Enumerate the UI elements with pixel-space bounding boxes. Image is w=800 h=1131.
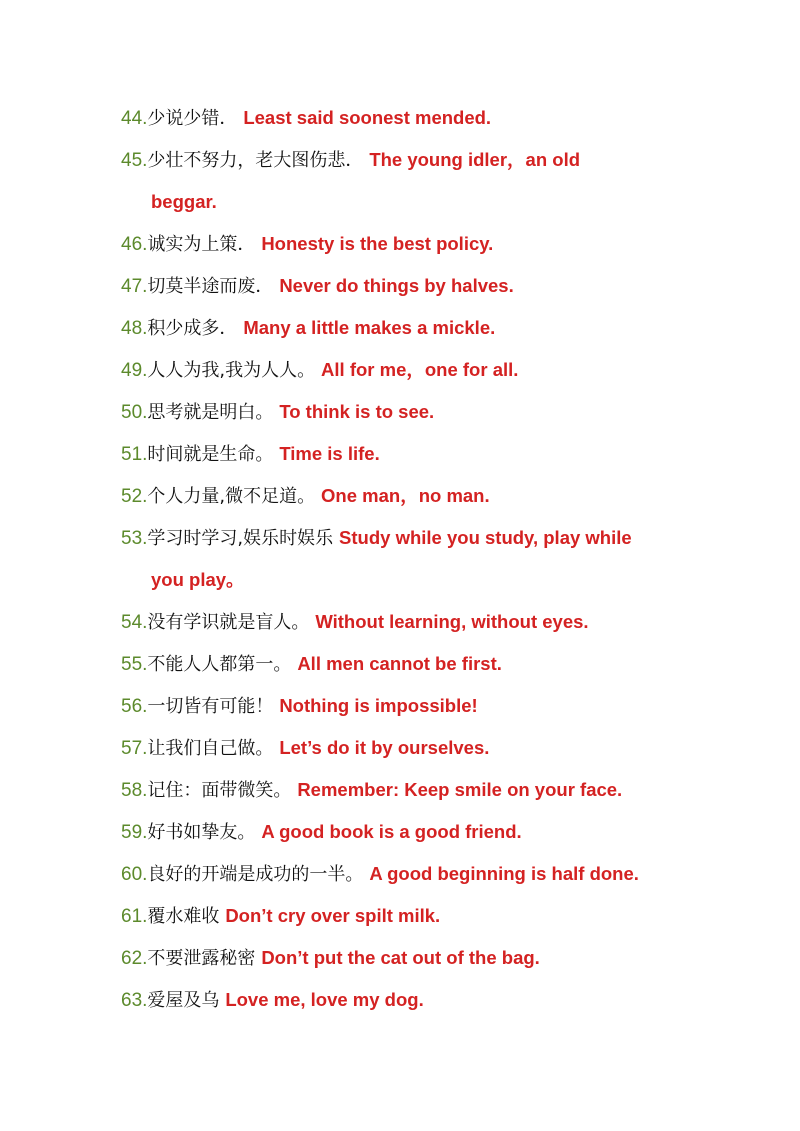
proverb-entry bbox=[121, 685, 791, 727]
entry-number: 45. bbox=[121, 150, 148, 171]
proverb-entry bbox=[121, 811, 791, 853]
proverb-entry bbox=[121, 433, 791, 475]
english-translation: Study while you study, play while bbox=[339, 527, 632, 548]
proverb-entry bbox=[121, 937, 791, 979]
entry-number: 59. bbox=[121, 822, 148, 843]
entry-number: 58. bbox=[121, 780, 148, 801]
proverb-entry bbox=[121, 349, 791, 391]
proverb-entry bbox=[121, 97, 791, 139]
chinese-proverb: 不要泄露秘密 bbox=[147, 948, 256, 969]
proverb-entry-continuation bbox=[121, 559, 791, 601]
proverb-list bbox=[121, 97, 791, 1021]
entry-number: 55. bbox=[121, 654, 148, 675]
chinese-proverb: 记住：面带微笑。 bbox=[147, 780, 292, 801]
proverb-entry bbox=[121, 979, 791, 1021]
chinese-proverb: 个人力量,微不足道。 bbox=[147, 486, 316, 507]
entry-number: 44. bbox=[121, 108, 148, 129]
english-translation: Love me, love my dog. bbox=[225, 989, 424, 1010]
chinese-proverb: 一切皆有可能！ bbox=[147, 696, 274, 717]
proverb-entry bbox=[121, 601, 791, 643]
chinese-proverb: 诚实为上策． bbox=[147, 234, 256, 255]
english-translation: Many a little makes a mickle. bbox=[243, 317, 496, 338]
proverb-entry bbox=[121, 475, 791, 517]
entry-number: 50. bbox=[121, 402, 148, 423]
proverb-entry bbox=[121, 265, 791, 307]
entry-number: 60. bbox=[121, 864, 148, 885]
proverb-entry-continuation bbox=[121, 181, 791, 223]
entry-number: 47. bbox=[121, 276, 148, 297]
english-translation-continued: you play。 bbox=[151, 569, 245, 590]
chinese-proverb: 爱屋及乌 bbox=[147, 990, 220, 1011]
english-translation: The young idler，an old bbox=[369, 149, 581, 170]
chinese-proverb: 人人为我,我为人人。 bbox=[147, 360, 316, 381]
english-translation: Remember: Keep smile on your face. bbox=[297, 779, 623, 800]
chinese-proverb: 思考就是明白。 bbox=[147, 402, 274, 423]
entry-number: 57. bbox=[121, 738, 148, 759]
entry-number: 61. bbox=[121, 906, 148, 927]
entry-number: 63. bbox=[121, 990, 148, 1011]
chinese-proverb: 时间就是生命。 bbox=[147, 444, 274, 465]
english-translation: All men cannot be first. bbox=[297, 653, 502, 674]
chinese-proverb: 少说少错． bbox=[147, 108, 238, 129]
proverb-entry bbox=[121, 895, 791, 937]
english-translation: To think is to see. bbox=[279, 401, 435, 422]
proverb-entry bbox=[121, 139, 791, 181]
english-translation: Nothing is impossible! bbox=[279, 695, 478, 716]
proverb-entry bbox=[121, 307, 791, 349]
entry-number: 62. bbox=[121, 948, 148, 969]
english-translation: A good book is a good friend. bbox=[261, 821, 522, 842]
chinese-proverb: 良好的开端是成功的一半。 bbox=[147, 864, 364, 885]
english-translation: Least said soonest mended. bbox=[243, 107, 492, 128]
english-translation: Let’s do it by ourselves. bbox=[279, 737, 490, 758]
chinese-proverb: 学习时学习,娱乐时娱乐 bbox=[147, 528, 334, 549]
chinese-proverb: 好书如挚友。 bbox=[147, 822, 256, 843]
entry-number: 48. bbox=[121, 318, 148, 339]
proverb-entry bbox=[121, 853, 791, 895]
proverb-entry bbox=[121, 223, 791, 265]
entry-number: 51. bbox=[121, 444, 148, 465]
english-translation: Don’t cry over spilt milk. bbox=[225, 905, 441, 926]
entry-number: 56. bbox=[121, 696, 148, 717]
english-translation: Without learning, without eyes. bbox=[315, 611, 589, 632]
entry-number: 49. bbox=[121, 360, 148, 381]
entry-number: 53. bbox=[121, 528, 148, 549]
proverb-entry bbox=[121, 769, 791, 811]
english-translation: Don’t put the cat out of the bag. bbox=[261, 947, 540, 968]
proverb-entry bbox=[121, 391, 791, 433]
proverb-entry bbox=[121, 643, 791, 685]
english-translation: Time is life. bbox=[279, 443, 380, 464]
english-translation: All for me，one for all. bbox=[321, 359, 519, 380]
english-translation: One man，no man. bbox=[321, 485, 490, 506]
chinese-proverb: 让我们自己做。 bbox=[147, 738, 274, 759]
entry-number: 46. bbox=[121, 234, 148, 255]
chinese-proverb: 没有学识就是盲人。 bbox=[147, 612, 310, 633]
chinese-proverb: 切莫半途而废． bbox=[147, 276, 274, 297]
english-translation: Honesty is the best policy. bbox=[261, 233, 494, 254]
proverb-entry bbox=[121, 727, 791, 769]
english-translation: A good beginning is half done. bbox=[369, 863, 639, 884]
entry-number: 54. bbox=[121, 612, 148, 633]
entry-number: 52. bbox=[121, 486, 148, 507]
english-translation-continued: beggar. bbox=[151, 191, 217, 212]
chinese-proverb: 积少成多． bbox=[147, 318, 238, 339]
english-translation: Never do things by halves. bbox=[279, 275, 514, 296]
chinese-proverb: 少壮不努力，老大图伤悲． bbox=[147, 150, 364, 171]
chinese-proverb: 不能人人都第一。 bbox=[147, 654, 292, 675]
proverb-entry bbox=[121, 517, 791, 559]
chinese-proverb: 覆水难收 bbox=[147, 906, 220, 927]
